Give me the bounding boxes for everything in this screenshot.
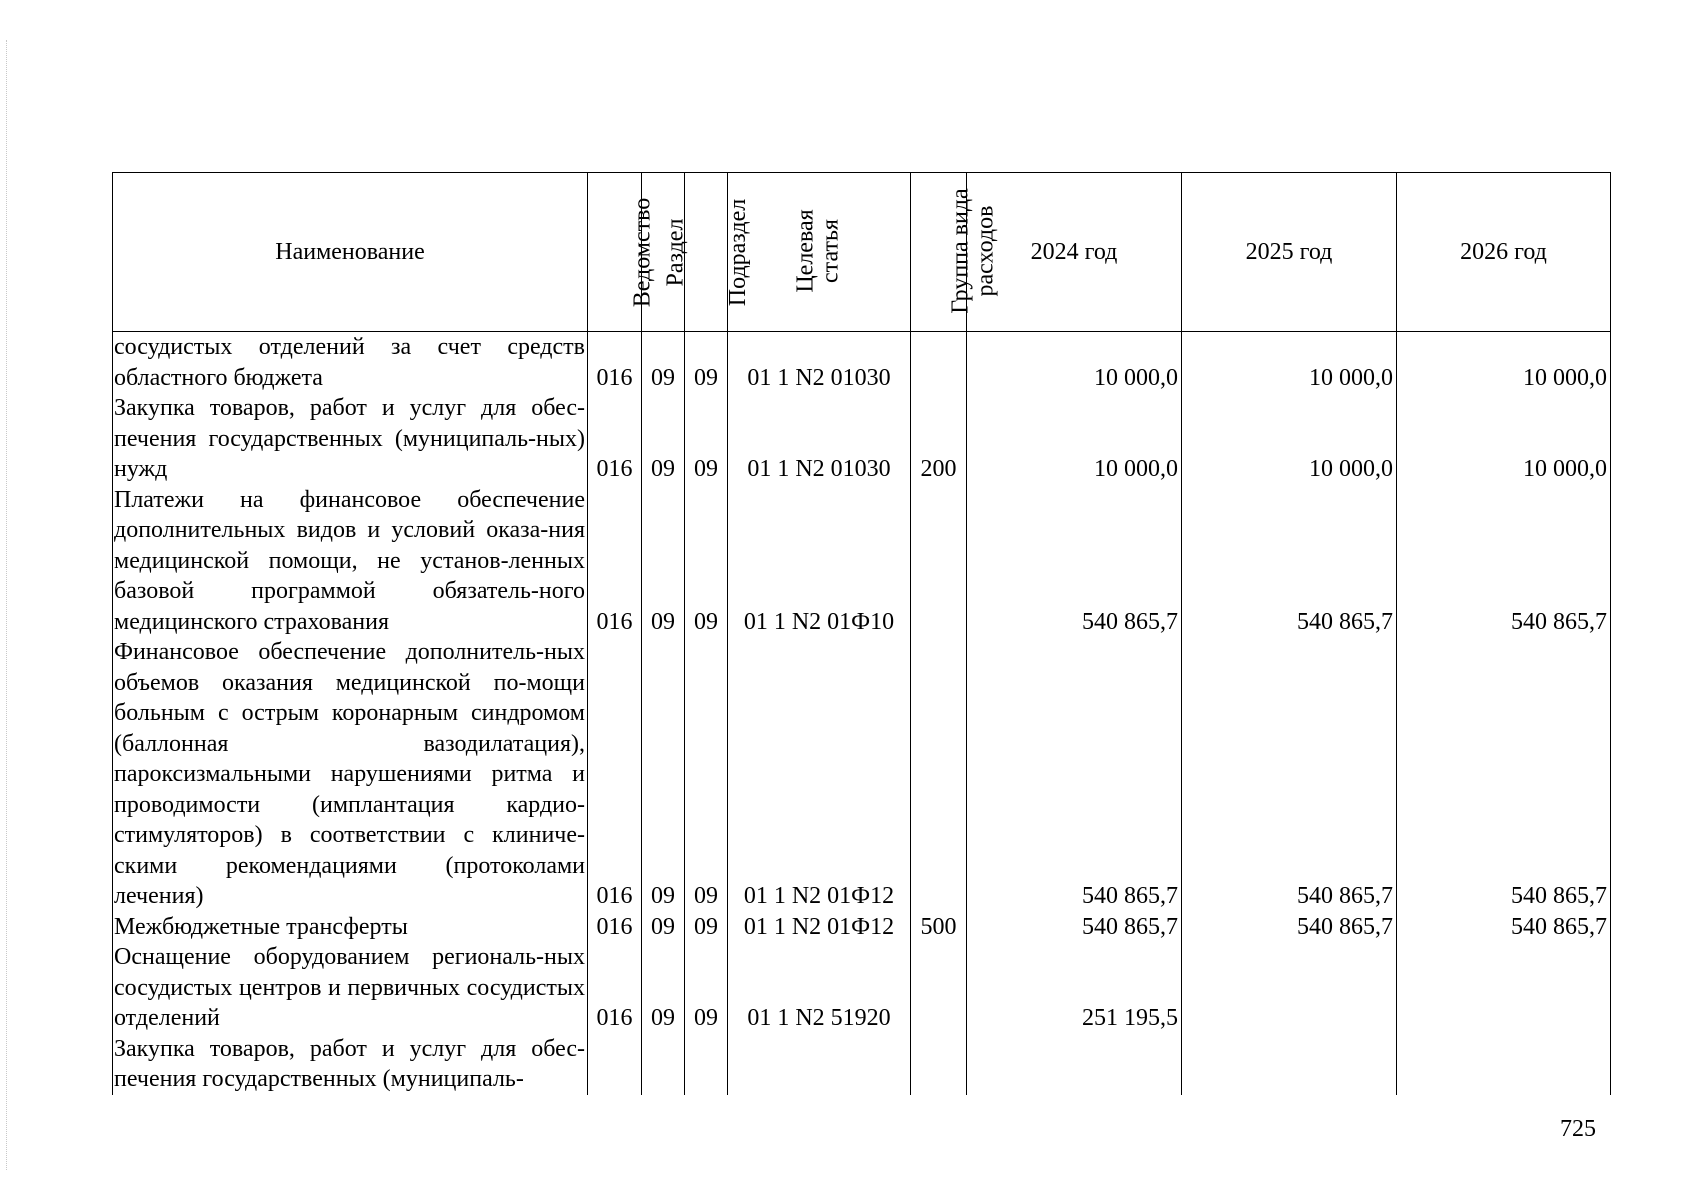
row-section: 09: [642, 485, 685, 638]
row-section: 09: [642, 912, 685, 943]
header-expense-group: Группа вида расходов: [911, 173, 967, 332]
header-2025: 2025 год: [1182, 173, 1397, 332]
row-expense: 200: [911, 393, 967, 485]
row-name: Межбюджетные трансферты: [113, 912, 588, 943]
row-section: 09: [642, 942, 685, 1034]
row-dept: [588, 1034, 642, 1095]
row-dept: 016: [588, 637, 642, 912]
row-section: 09: [642, 637, 685, 912]
row-subsection: 09: [685, 942, 728, 1034]
table-row: [113, 332, 1611, 394]
scan-edge-line: [6, 40, 7, 1170]
row-target: [728, 1034, 911, 1095]
row-2025: 10 000,0: [1182, 393, 1397, 485]
row-section: 09: [642, 393, 685, 485]
row-name: Закупка товаров, работ и услуг для обес-печения государственных (муниципаль-ных) нужд: [113, 393, 588, 485]
header-section: Раздел: [642, 173, 685, 332]
row-subsection: 09: [685, 637, 728, 912]
row-dept: 016: [588, 393, 642, 485]
table-row: [113, 637, 1611, 912]
row-section: [642, 1034, 685, 1095]
row-dept: 016: [588, 332, 642, 394]
row-name: Платежи на финансовое обеспечение дополнительных видов и условий оказа-ния медицинской помощи, не установ-ленных базовой программой обязатель-ного медицинского страхования: [113, 485, 588, 638]
row-subsection: 09: [685, 485, 728, 638]
row-target: 01 1 N2 01030: [728, 332, 911, 394]
row-2024: 540 865,7: [967, 912, 1182, 943]
row-2026: 10 000,0: [1397, 332, 1611, 394]
row-expense: [911, 1034, 967, 1095]
row-expense: 500: [911, 912, 967, 943]
header-target: Целевая статья: [728, 173, 911, 332]
table-row: [113, 1034, 1611, 1095]
row-2025: 10 000,0: [1182, 332, 1397, 394]
row-name: Закупка товаров, работ и услуг для обес-печения государственных (муниципаль-: [113, 1034, 588, 1095]
row-2026: 540 865,7: [1397, 637, 1611, 912]
row-2024: [967, 1034, 1182, 1095]
row-subsection: 09: [685, 393, 728, 485]
header-row: [113, 173, 1611, 332]
row-2026: 540 865,7: [1397, 912, 1611, 943]
row-2024: 251 195,5: [967, 942, 1182, 1034]
row-name: сосудистых отделений за счет средств областного бюджета: [113, 332, 588, 394]
header-dept: Ведомство: [588, 173, 642, 332]
row-dept: 016: [588, 912, 642, 943]
row-2025: 540 865,7: [1182, 637, 1397, 912]
row-target: 01 1 N2 51920: [728, 942, 911, 1034]
row-2024: 10 000,0: [967, 332, 1182, 394]
row-target: 01 1 N2 01Ф12: [728, 912, 911, 943]
header-name: Наименование: [113, 173, 588, 332]
row-2024: 540 865,7: [967, 637, 1182, 912]
row-target: 01 1 N2 01Ф12: [728, 637, 911, 912]
row-section: 09: [642, 332, 685, 394]
row-subsection: 09: [685, 332, 728, 394]
row-dept: 016: [588, 942, 642, 1034]
row-2026: 540 865,7: [1397, 485, 1611, 638]
page-number: 725: [1560, 1116, 1596, 1142]
row-2025: 540 865,7: [1182, 912, 1397, 943]
row-subsection: [685, 1034, 728, 1095]
row-name: Оснащение оборудованием региональ-ных сосудистых центров и первичных сосудистых отделений: [113, 942, 588, 1034]
header-subsection: Подраздел: [685, 173, 728, 332]
row-target: 01 1 N2 01030: [728, 393, 911, 485]
row-2025: 540 865,7: [1182, 485, 1397, 638]
row-expense: [911, 942, 967, 1034]
header-2026: 2026 год: [1397, 173, 1611, 332]
row-2025: [1182, 942, 1397, 1034]
row-target: 01 1 N2 01Ф10: [728, 485, 911, 638]
table-row: [113, 393, 1611, 485]
row-expense: [911, 332, 967, 394]
row-2026: [1397, 942, 1611, 1034]
table-row: [113, 942, 1611, 1034]
row-2024: 540 865,7: [967, 485, 1182, 638]
row-2026: 10 000,0: [1397, 393, 1611, 485]
row-expense: [911, 637, 967, 912]
row-2024: 10 000,0: [967, 393, 1182, 485]
table-row: [113, 485, 1611, 638]
row-2026: [1397, 1034, 1611, 1095]
header-2024: 2024 год: [967, 173, 1182, 332]
row-subsection: 09: [685, 912, 728, 943]
row-2025: [1182, 1034, 1397, 1095]
row-dept: 016: [588, 485, 642, 638]
table-row: [113, 912, 1611, 943]
row-expense: [911, 485, 967, 638]
budget-table: [112, 172, 1611, 1095]
row-name: Финансовое обеспечение дополнитель-ных объемов оказания медицинской по-мощи больным с острым коронарным синдромом (баллонная вазодилатация), пароксизмальными нарушениями ритма и проводимости (имплантация кардио-стимуляторов) в соответствии с клиниче-скими рекомендациями (протоколами лечения): [113, 637, 588, 912]
